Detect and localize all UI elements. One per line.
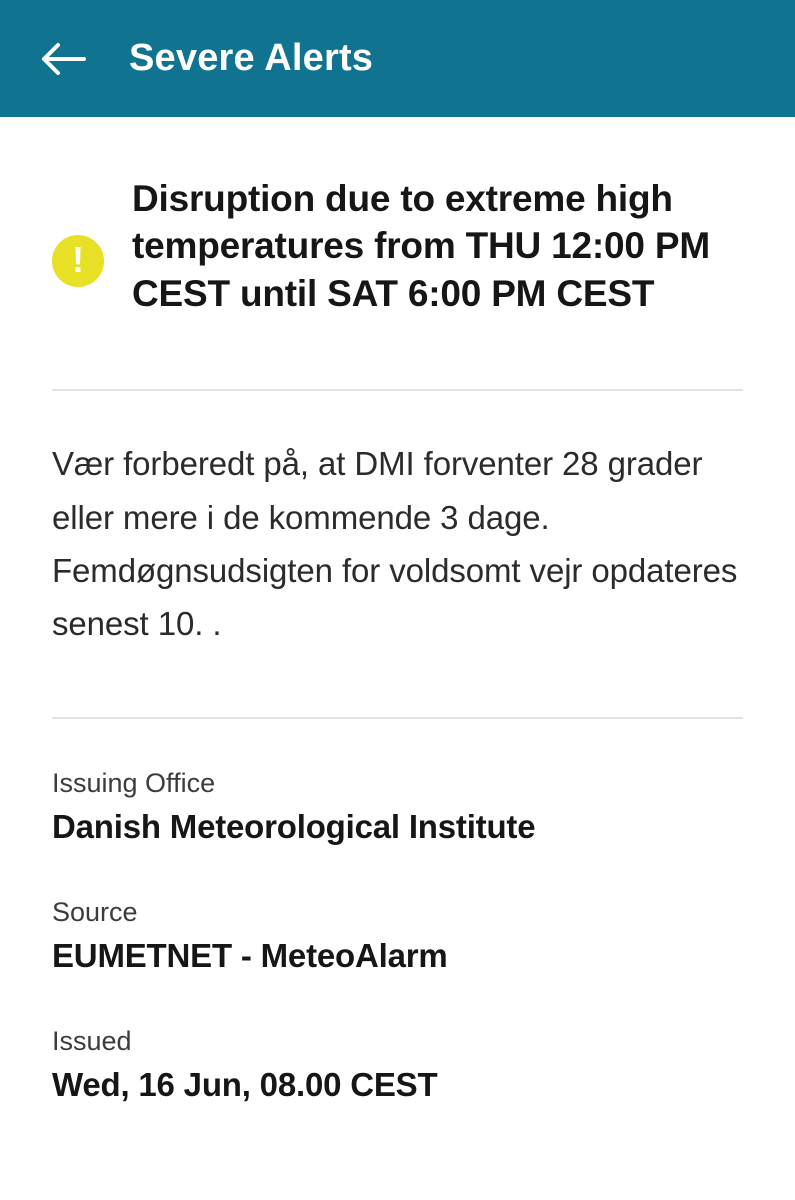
metadata-value: EUMETNET - MeteoAlarm	[52, 937, 448, 975]
page-title: Severe Alerts	[129, 37, 374, 79]
exclamation-glyph: !	[72, 239, 84, 280]
app-bar	[0, 0, 795, 117]
alert-description: Vær forberedt på, at DMI forventer 28 grader eller mere i de kommende 3 dage. Femdøgnsudsigten for voldsomt vejr opdateres senest 10. .	[52, 445, 738, 643]
alert-detail-content	[0, 117, 795, 1108]
metadata-value: Danish Meteorological Institute	[52, 808, 536, 846]
metadata-value: Wed, 16 Jun, 08.00 CEST	[52, 1066, 438, 1104]
metadata-label: Issued	[52, 1025, 132, 1056]
alert-headline: Disruption due to extreme high temperatures from THU 12:00 PM CEST until SAT 6:00 PM CEST	[132, 178, 710, 314]
metadata-item-issued	[52, 1023, 743, 1108]
warning-exclamation-icon	[52, 235, 104, 287]
metadata-item-issuing-office	[52, 765, 743, 850]
back-button[interactable]	[36, 31, 92, 87]
arrow-left-icon	[41, 41, 87, 77]
metadata-label: Issuing Office	[52, 767, 216, 798]
alert-metadata-list	[52, 719, 743, 1108]
metadata-label: Source	[52, 896, 138, 927]
alert-headline-row	[52, 117, 743, 317]
metadata-item-source	[52, 894, 743, 979]
